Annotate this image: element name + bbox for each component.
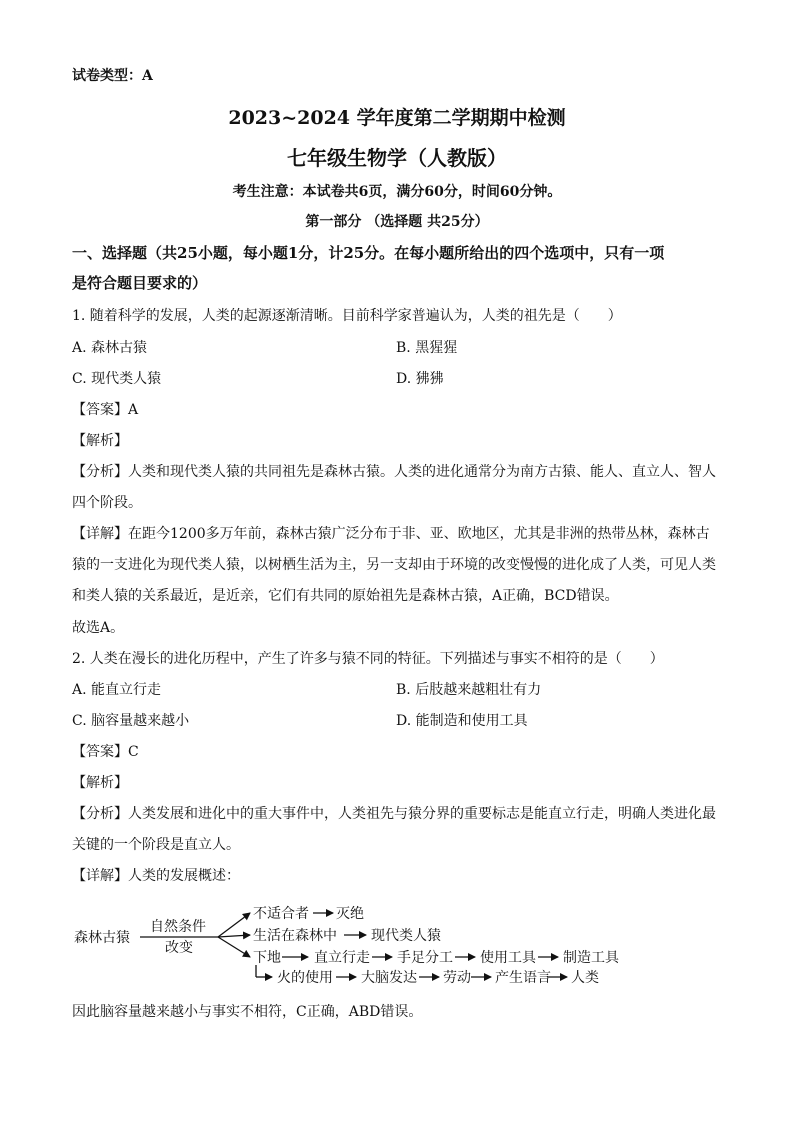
diagram-step1: 直立行走	[314, 950, 370, 966]
diagram-step4: 制造工具	[563, 950, 619, 966]
q1-option-a: A. 森林古猿	[72, 340, 148, 356]
q1-option-c: C. 现代类人猿	[72, 371, 162, 387]
q1-conclusion: 故选A。	[72, 620, 125, 636]
diagram-step5: 火的使用	[277, 970, 333, 986]
q1-detail-line2: 猿的一支进化为现代类人猿，以树栖生活为主，另一支却由于环境的改变慢慢的进化成了人类，可见人类	[72, 557, 716, 573]
section-heading-line1: 一、选择题（共25小题，每小题1分，计25分。在每小题所给出的四个选项中，只有一项	[72, 244, 665, 262]
diagram-branch1: 不适合者	[253, 906, 309, 922]
q1-option-d: D. 狒狒	[396, 371, 444, 387]
paper-type: 试卷类型：A	[72, 68, 153, 84]
q1-stem: 1. 随着科学的发展，人类的起源逐渐清晰。目前科学家普遍认为，人类的祖先是（ ）	[72, 308, 622, 324]
diagram-condition-top: 自然条件	[150, 919, 206, 935]
q2-jiexi: 【解析】	[72, 775, 128, 791]
q2-stem: 2. 人类在漫长的进化历程中，产生了许多与猿不同的特征。下列描述与事实不相符的是（ ）	[72, 651, 664, 667]
q2-answer: 【答案】C	[72, 744, 139, 760]
exam-subtitle: 七年级生物学（人教版）	[287, 146, 507, 170]
q2-detail: 【详解】人类的发展概述：	[72, 868, 240, 884]
branch-arrow-2	[218, 935, 250, 937]
diagram-branch1-end: 灭绝	[336, 906, 364, 922]
diagram-step7: 劳动	[443, 970, 471, 986]
diagram-condition-bottom: 改变	[165, 940, 193, 956]
q1-jiexi: 【解析】	[72, 433, 128, 449]
branch-arrow-1	[218, 913, 250, 937]
exam-notice: 考生注意：本试卷共6页，满分60分，时间60分钟。	[232, 184, 562, 200]
q1-detail-line3: 和类人猿的关系最近，是近亲，它们有共同的原始祖先是森林古猿，A正确，BCD错误。	[72, 588, 619, 604]
diagram-start: 森林古猿	[74, 930, 130, 946]
diagram-branch3: 下地	[253, 950, 281, 966]
q2-analysis-line2: 关键的一个阶段是直立人。	[72, 837, 240, 853]
q2-analysis-line1: 【分析】人类发展和进化中的重大事件中，人类祖先与猿分界的重要标志是能直立行走，明确人类进化最	[72, 806, 716, 822]
q1-option-b: B. 黑猩猩	[396, 340, 458, 356]
q2-option-a: A. 能直立行走	[72, 682, 162, 698]
q2-option-b: B. 后肢越来越粗壮有力	[396, 682, 542, 698]
q1-analysis-line2: 四个阶段。	[72, 495, 142, 511]
q2-option-d: D. 能制造和使用工具	[396, 713, 528, 729]
evolution-diagram	[0, 895, 794, 995]
part-heading: 第一部分 （选择题 共25分）	[305, 214, 489, 230]
section-heading-line2: 是符合题目要求的）	[72, 274, 208, 292]
branch-arrow-3	[218, 937, 250, 957]
diagram-step3: 使用工具	[480, 950, 536, 966]
diagram-branch2-end: 现代类人猿	[371, 928, 441, 944]
diagram-step6: 大脑发达	[361, 970, 417, 986]
exam-title: 2023~2024 学年度第二学期期中检测	[228, 107, 566, 129]
diagram-step9: 人类	[571, 970, 599, 986]
q1-analysis-line1: 【分析】人类和现代类人猿的共同祖先是森林古猿。人类的进化通常分为南方古猿、能人、直立人、智人	[72, 464, 716, 480]
diagram-step2: 手足分工	[397, 950, 453, 966]
q1-answer: 【答案】A	[72, 402, 139, 418]
diagram-branch2: 生活在森林中	[253, 928, 337, 944]
diagram-step8: 产生语言	[495, 970, 551, 986]
q2-final: 因此脑容量越来越小与事实不相符，C正确，ABD错误。	[72, 1004, 423, 1020]
q2-option-c: C. 脑容量越来越小	[72, 713, 190, 729]
q1-detail-line1: 【详解】在距今1200多万年前，森林古猿广泛分布于非、亚、欧地区，尤其是非洲的热带丛林，森林古	[72, 526, 710, 542]
